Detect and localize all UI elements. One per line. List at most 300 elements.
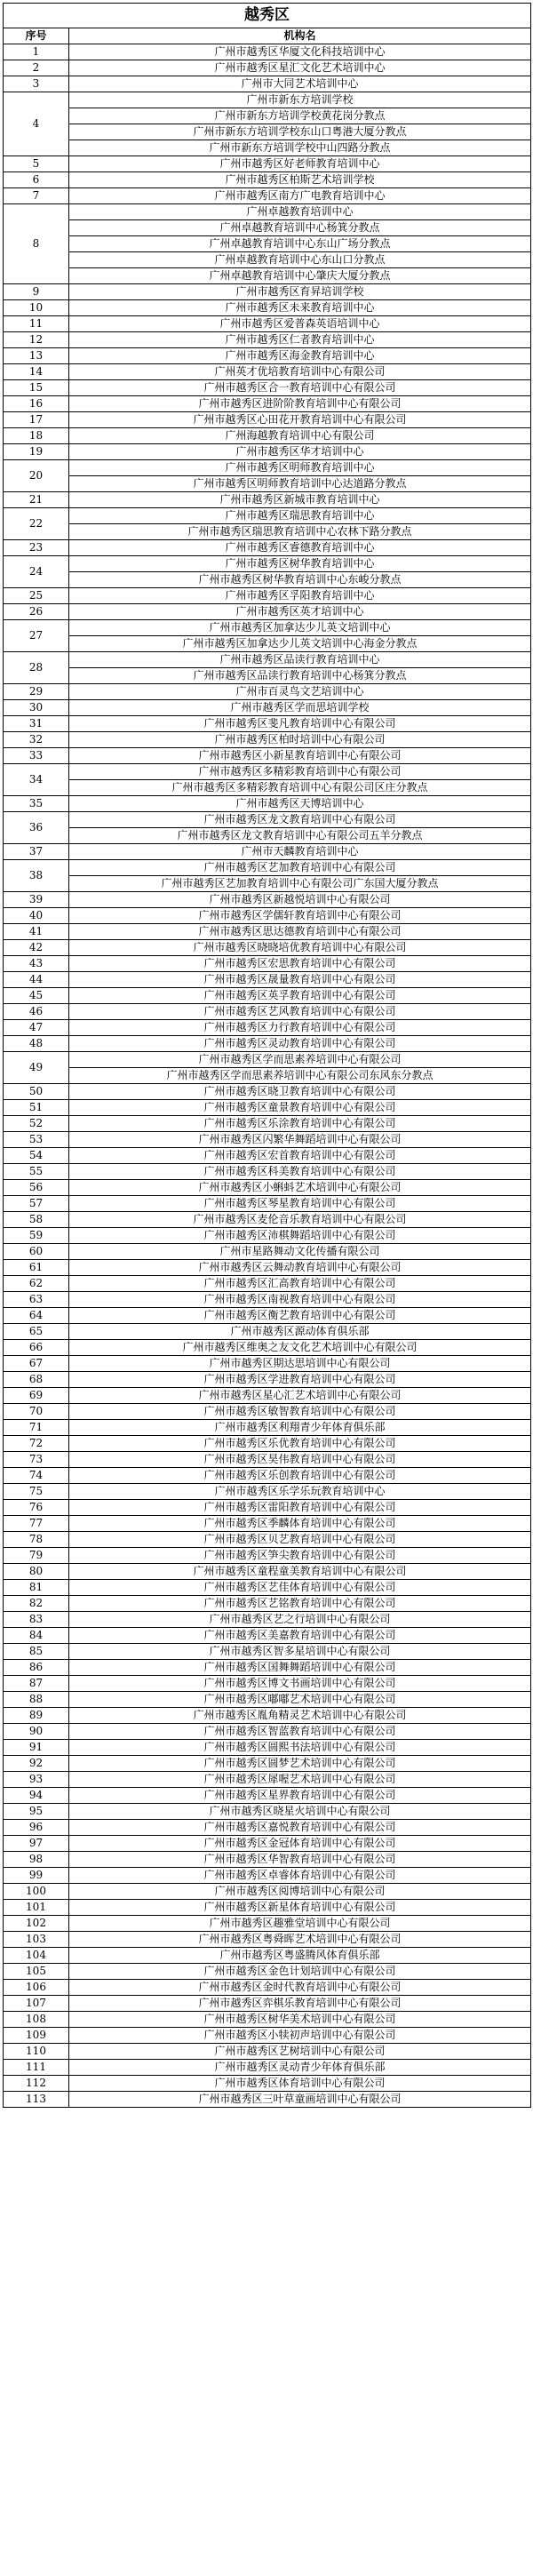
row-number: 9 [4, 284, 69, 300]
table-row [4, 1500, 531, 1516]
row-number: 44 [4, 972, 69, 988]
header-row [4, 28, 531, 44]
table-row [4, 1052, 531, 1068]
organization-name: 广州市越秀区艺铭教育培训中心有限公司 [69, 1596, 531, 1612]
organization-name: 广州市越秀区沛棋舞蹈培训中心有限公司 [69, 1228, 531, 1244]
row-number: 36 [4, 812, 69, 844]
row-number: 57 [4, 1196, 69, 1212]
row-number: 18 [4, 428, 69, 444]
organization-name: 广州市越秀区仁者教育培训中心 [69, 332, 531, 348]
table-row [4, 940, 531, 956]
table-row [4, 284, 531, 300]
table-row [4, 2092, 531, 2108]
organization-name: 广州市越秀区南方广电教育培训中心 [69, 188, 531, 204]
table-row [4, 1612, 531, 1628]
row-number: 73 [4, 1452, 69, 1468]
table-row [4, 476, 531, 492]
table-row [4, 1996, 531, 2012]
organization-name: 广州市越秀区艺树培训中心有限公司 [69, 2044, 531, 2060]
organization-name: 广州卓越教育培训中心 [69, 204, 531, 220]
table-row [4, 1484, 531, 1500]
organization-name: 广州市越秀区英才培训中心 [69, 604, 531, 620]
table-row [4, 92, 531, 108]
table-row [4, 988, 531, 1004]
organization-name: 广州市越秀区智蓝教育培训中心有限公司 [69, 1724, 531, 1740]
table-row [4, 892, 531, 908]
table-row [4, 1356, 531, 1372]
table-row [4, 1756, 531, 1772]
table-row [4, 668, 531, 684]
row-number: 40 [4, 908, 69, 924]
organization-name: 广州市越秀区智多星培训中心有限公司 [69, 1644, 531, 1660]
table-row [4, 1276, 531, 1292]
table-row [4, 1148, 531, 1164]
table-row [4, 956, 531, 972]
organization-name: 广州市越秀区华厦文化科技培训中心 [69, 44, 531, 60]
row-number: 93 [4, 1772, 69, 1788]
organization-name: 广州市越秀区博文书画培训中心有限公司 [69, 1676, 531, 1692]
row-number: 28 [4, 652, 69, 684]
organization-name: 广州市越秀区学而思素养培训中心有限公司 [69, 1052, 531, 1068]
organization-name: 广州市越秀区艺加教育培训中心有限公司广东国大厦分教点 [69, 876, 531, 892]
organization-name: 广州市新东方培训学校 [69, 92, 531, 108]
organization-name: 广州市越秀区龙文教育培训中心有限公司五羊分教点 [69, 828, 531, 844]
row-number: 34 [4, 764, 69, 796]
table-row [4, 60, 531, 76]
column-header-no: 序号 [4, 28, 69, 44]
table-row [4, 812, 531, 828]
table-row [4, 620, 531, 636]
table-row [4, 220, 531, 236]
organization-name: 广州市越秀区卓睿体育培训中心有限公司 [69, 1868, 531, 1884]
row-number: 74 [4, 1468, 69, 1484]
row-number: 54 [4, 1148, 69, 1164]
row-number: 31 [4, 716, 69, 732]
row-number: 22 [4, 508, 69, 540]
table-row [4, 1900, 531, 1916]
table-row [4, 924, 531, 940]
table-row [4, 492, 531, 508]
organization-name: 广州市越秀区粤舜晖艺术培训中心有限公司 [69, 1932, 531, 1948]
table-row [4, 1724, 531, 1740]
table-row [4, 1196, 531, 1212]
organization-name: 广州市越秀区睿德教育培训中心 [69, 540, 531, 556]
organization-name: 广州市越秀区思达德教育培训中心有限公司 [69, 924, 531, 940]
table-row [4, 2012, 531, 2028]
organization-name: 广州市越秀区学而思培训学校 [69, 700, 531, 716]
row-number: 3 [4, 76, 69, 92]
organization-name: 广州市越秀区多精彩教育培训中心有限公司区庄分教点 [69, 780, 531, 796]
organization-name: 广州市越秀区圆熙书法培训中心有限公司 [69, 1740, 531, 1756]
organization-name: 广州市越秀区国舞舞蹈培训中心有限公司 [69, 1660, 531, 1676]
table-row [4, 2060, 531, 2076]
organization-name: 广州市越秀区金色计划培训中心有限公司 [69, 1964, 531, 1980]
organization-name: 广州市越秀区小新星教育培训中心有限公司 [69, 748, 531, 764]
organization-name: 广州市越秀区进阶阶教育培训中心有限公司 [69, 396, 531, 412]
table-row [4, 460, 531, 476]
row-number: 51 [4, 1100, 69, 1116]
row-number: 17 [4, 412, 69, 428]
column-header-name: 机构名 [69, 28, 531, 44]
organization-name: 广州市越秀区学儒轩教育培训中心有限公司 [69, 908, 531, 924]
table-row [4, 1260, 531, 1276]
table-row [4, 380, 531, 396]
row-number: 14 [4, 364, 69, 380]
table-row [4, 1564, 531, 1580]
row-number: 26 [4, 604, 69, 620]
row-number: 104 [4, 1948, 69, 1964]
row-number: 70 [4, 1404, 69, 1420]
row-number: 84 [4, 1628, 69, 1644]
table-row [4, 1884, 531, 1900]
organization-name: 广州市越秀区昊伟教育培训中心有限公司 [69, 1452, 531, 1468]
row-number: 47 [4, 1020, 69, 1036]
table-row [4, 860, 531, 876]
table-row [4, 1772, 531, 1788]
table-row [4, 348, 531, 364]
organization-name: 广州市越秀区乐涂教育培训中心有限公司 [69, 1116, 531, 1132]
table-row [4, 1132, 531, 1148]
organization-name: 广州市越秀区星心汇艺术培训中心有限公司 [69, 1388, 531, 1404]
row-number: 94 [4, 1788, 69, 1804]
organization-name: 广州市越秀区敏智教育培训中心有限公司 [69, 1404, 531, 1420]
organization-name: 广州市越秀区南视教育培训中心有限公司 [69, 1292, 531, 1308]
row-number: 6 [4, 172, 69, 188]
organization-name: 广州市越秀区爱普森英语培训中心 [69, 316, 531, 332]
row-number: 56 [4, 1180, 69, 1196]
row-number: 71 [4, 1420, 69, 1436]
table-row [4, 172, 531, 188]
row-number: 81 [4, 1580, 69, 1596]
row-number: 107 [4, 1996, 69, 2012]
table-row [4, 652, 531, 668]
table-row [4, 412, 531, 428]
table-row [4, 1436, 531, 1452]
organization-name: 广州市越秀区加拿达少儿英文培训中心 [69, 620, 531, 636]
table-row [4, 1516, 531, 1532]
row-number: 110 [4, 2044, 69, 2060]
row-number: 58 [4, 1212, 69, 1228]
organization-name: 广州市越秀区琴星教育培训中心有限公司 [69, 1196, 531, 1212]
row-number: 62 [4, 1276, 69, 1292]
organization-name: 广州市大同艺术培训中心 [69, 76, 531, 92]
table-row [4, 684, 531, 700]
organization-name: 广州市越秀区柏斯艺术培训学校 [69, 172, 531, 188]
table-row [4, 1676, 531, 1692]
organization-name: 广州市越秀区多精彩教育培训中心有限公司 [69, 764, 531, 780]
organization-name: 广州市越秀区新星体育培训中心有限公司 [69, 1900, 531, 1916]
row-number: 27 [4, 620, 69, 652]
table-row [4, 1596, 531, 1612]
table-row [4, 1580, 531, 1596]
table-row [4, 1308, 531, 1324]
table-row [4, 2076, 531, 2092]
row-number: 76 [4, 1500, 69, 1516]
organization-name: 广州市越秀区加拿达少儿英文培训中心海金分教点 [69, 636, 531, 652]
table-row [4, 1452, 531, 1468]
organization-name: 广州市越秀区利翔青少年体育俱乐部 [69, 1420, 531, 1436]
table-row [4, 1660, 531, 1676]
row-number: 1 [4, 44, 69, 60]
organization-name: 广州市越秀区树华美术培训中心有限公司 [69, 2012, 531, 2028]
organization-name: 广州市越秀区艺风教育培训中心有限公司 [69, 1004, 531, 1020]
organization-name: 广州市越秀区闪繁华舞蹈培训中心有限公司 [69, 1132, 531, 1148]
organization-name: 广州市星路舞动文化传播有限公司 [69, 1244, 531, 1260]
table-row [4, 1212, 531, 1228]
table-row [4, 428, 531, 444]
organization-name: 广州市越秀区星界教育培训中心有限公司 [69, 1788, 531, 1804]
table-row [4, 1036, 531, 1052]
row-number: 4 [4, 92, 69, 156]
organization-name: 广州卓越教育培训中心杨箕分教点 [69, 220, 531, 236]
table-row [4, 508, 531, 524]
table-row [4, 156, 531, 172]
table-row [4, 124, 531, 140]
row-number: 23 [4, 540, 69, 556]
row-number: 43 [4, 956, 69, 972]
table-row [4, 828, 531, 844]
organization-name: 广州市越秀区金冠体育培训中心有限公司 [69, 1836, 531, 1852]
organization-name: 广州市越秀区宏首教育培训中心有限公司 [69, 1148, 531, 1164]
organization-name: 广州市越秀区灵动青少年体育俱乐部 [69, 2060, 531, 2076]
row-number: 65 [4, 1324, 69, 1340]
organization-name: 广州市天麟教育培训中心 [69, 844, 531, 860]
organization-name: 广州市越秀区嘉悦教育培训中心有限公司 [69, 1820, 531, 1836]
organization-name: 广州市越秀区晓星火培训中心有限公司 [69, 1804, 531, 1820]
table-row [4, 1180, 531, 1196]
table-row [4, 1292, 531, 1308]
table-row [4, 540, 531, 556]
organization-table [3, 3, 531, 2108]
row-number: 39 [4, 892, 69, 908]
row-number: 80 [4, 1564, 69, 1580]
table-row [4, 972, 531, 988]
organization-name: 广州市越秀区雷阳教育培训中心有限公司 [69, 1500, 531, 1516]
table-row [4, 332, 531, 348]
row-number: 66 [4, 1340, 69, 1356]
table-row [4, 1644, 531, 1660]
table-row [4, 1324, 531, 1340]
organization-name: 广州市越秀区云舞动教育培训中心有限公司 [69, 1260, 531, 1276]
row-number: 100 [4, 1884, 69, 1900]
organization-name: 广州市越秀区金时代教育培训中心有限公司 [69, 1980, 531, 1996]
table-row [4, 588, 531, 604]
row-number: 64 [4, 1308, 69, 1324]
row-number: 67 [4, 1356, 69, 1372]
table-row [4, 140, 531, 156]
table-body [4, 44, 531, 2108]
organization-name: 广州市越秀区乐创教育培训中心有限公司 [69, 1468, 531, 1484]
row-number: 63 [4, 1292, 69, 1308]
organization-name: 广州市越秀区龙文教育培训中心有限公司 [69, 812, 531, 828]
organization-name: 广州市越秀区英孚教育培训中心有限公司 [69, 988, 531, 1004]
table-row [4, 236, 531, 252]
organization-name: 广州市新东方培训学校东山口粤港大厦分教点 [69, 124, 531, 140]
organization-name: 广州市越秀区新越悦培训中心有限公司 [69, 892, 531, 908]
table-row [4, 604, 531, 620]
organization-name: 广州市越秀区新城市教育培训中心 [69, 492, 531, 508]
organization-name: 广州市越秀区育昇培训学校 [69, 284, 531, 300]
table-row [4, 700, 531, 716]
table-row [4, 1468, 531, 1484]
table-row [4, 1628, 531, 1644]
row-number: 45 [4, 988, 69, 1004]
table-row [4, 300, 531, 316]
table-row [4, 1532, 531, 1548]
row-number: 19 [4, 444, 69, 460]
row-number: 88 [4, 1692, 69, 1708]
table-row [4, 444, 531, 460]
organization-name: 广州市越秀区孚阳教育培训中心 [69, 588, 531, 604]
table-row [4, 732, 531, 748]
row-number: 8 [4, 204, 69, 284]
row-number: 7 [4, 188, 69, 204]
organization-name: 广州市越秀区艺之行培训中心有限公司 [69, 1612, 531, 1628]
row-number: 79 [4, 1548, 69, 1564]
row-number: 49 [4, 1052, 69, 1084]
table-row [4, 844, 531, 860]
table-row [4, 1116, 531, 1132]
row-number: 105 [4, 1964, 69, 1980]
table-row [4, 1404, 531, 1420]
table-row [4, 1068, 531, 1084]
row-number: 61 [4, 1260, 69, 1276]
organization-name: 广州市越秀区海金教育培训中心 [69, 348, 531, 364]
row-number: 69 [4, 1388, 69, 1404]
organization-name: 广州市越秀区好老师教育培训中心 [69, 156, 531, 172]
row-number: 102 [4, 1916, 69, 1932]
table-row [4, 1708, 531, 1724]
table-row [4, 268, 531, 284]
row-number: 75 [4, 1484, 69, 1500]
organization-name: 广州市越秀区艺佳体育培训中心有限公司 [69, 1580, 531, 1596]
row-number: 55 [4, 1164, 69, 1180]
table-row [4, 1852, 531, 1868]
organization-name: 广州市越秀区三叶草童画培训中心有限公司 [69, 2092, 531, 2108]
organization-name: 广州市越秀区乐优教育培训中心有限公司 [69, 1436, 531, 1452]
organization-name: 广州市越秀区晓卫教育培训中心有限公司 [69, 1084, 531, 1100]
row-number: 98 [4, 1852, 69, 1868]
organization-name: 广州卓越教育培训中心肇庆大厦分教点 [69, 268, 531, 284]
table-row [4, 1964, 531, 1980]
organization-name: 广州市越秀区维奥之友文化艺术培训中心有限公司 [69, 1340, 531, 1356]
organization-name: 广州市越秀区嘟嘟艺术培训中心有限公司 [69, 1692, 531, 1708]
row-number: 85 [4, 1644, 69, 1660]
table-row [4, 1420, 531, 1436]
organization-name: 广州市越秀区明师教育培训中心达道路分教点 [69, 476, 531, 492]
row-number: 37 [4, 844, 69, 860]
row-number: 101 [4, 1900, 69, 1916]
row-number: 30 [4, 700, 69, 716]
organization-name: 广州市越秀区胤角精灵艺术培训中心有限公司 [69, 1708, 531, 1724]
organization-name: 广州市越秀区晟量教育培训中心有限公司 [69, 972, 531, 988]
organization-name: 广州海越教育培训中心有限公司 [69, 428, 531, 444]
organization-name: 广州市越秀区斐凡教育培训中心有限公司 [69, 716, 531, 732]
organization-name: 广州市越秀区小蝌蚪艺术培训中心有限公司 [69, 1180, 531, 1196]
row-number: 112 [4, 2076, 69, 2092]
row-number: 16 [4, 396, 69, 412]
organization-name: 广州市越秀区艺加教育培训中心有限公司 [69, 860, 531, 876]
row-number: 59 [4, 1228, 69, 1244]
table-row [4, 1740, 531, 1756]
row-number: 20 [4, 460, 69, 492]
row-number: 82 [4, 1596, 69, 1612]
row-number: 42 [4, 940, 69, 956]
organization-name: 广州市越秀区童景教育培训中心有限公司 [69, 1100, 531, 1116]
organization-name: 广州市百灵鸟文艺培训中心 [69, 684, 531, 700]
organization-name: 广州市越秀区星汇文化艺术培训中心 [69, 60, 531, 76]
organization-name: 广州英才优培教育培训中心有限公司 [69, 364, 531, 380]
table-row [4, 204, 531, 220]
row-number: 99 [4, 1868, 69, 1884]
row-number: 32 [4, 732, 69, 748]
table-row [4, 748, 531, 764]
row-number: 95 [4, 1804, 69, 1820]
row-number: 113 [4, 2092, 69, 2108]
organization-name: 广州市新东方培训学校中山四路分教点 [69, 140, 531, 156]
row-number: 35 [4, 796, 69, 812]
row-number: 2 [4, 60, 69, 76]
table-row [4, 524, 531, 540]
row-number: 21 [4, 492, 69, 508]
table-row [4, 1932, 531, 1948]
row-number: 78 [4, 1532, 69, 1548]
row-number: 24 [4, 556, 69, 588]
organization-name: 广州市越秀区树华教育培训中心东峻分教点 [69, 572, 531, 588]
organization-name: 广州市越秀区宏思教育培训中心有限公司 [69, 956, 531, 972]
organization-name: 广州市越秀区瑞思教育培训中心农林下路分教点 [69, 524, 531, 540]
organization-name: 广州市越秀区源动体育俱乐部 [69, 1324, 531, 1340]
row-number: 92 [4, 1756, 69, 1772]
table-row [4, 76, 531, 92]
table-row [4, 1244, 531, 1260]
table-row [4, 364, 531, 380]
organization-name: 广州市越秀区柏时培训中心有限公司 [69, 732, 531, 748]
organization-name: 广州市越秀区学而思素养培训中心有限公司东风东分教点 [69, 1068, 531, 1084]
organization-name: 广州市越秀区天博培训中心 [69, 796, 531, 812]
row-number: 90 [4, 1724, 69, 1740]
row-number: 41 [4, 924, 69, 940]
row-number: 53 [4, 1132, 69, 1148]
row-number: 60 [4, 1244, 69, 1260]
table-row [4, 1372, 531, 1388]
organization-name: 广州市越秀区季麟体育培训中心有限公司 [69, 1516, 531, 1532]
organization-name: 广州市越秀区力行教育培训中心有限公司 [69, 1020, 531, 1036]
row-number: 33 [4, 748, 69, 764]
table-row [4, 636, 531, 652]
table-row [4, 1020, 531, 1036]
table-row [4, 1916, 531, 1932]
organization-name: 广州市越秀区品读行教育培训中心 [69, 652, 531, 668]
table-row [4, 1948, 531, 1964]
row-number: 86 [4, 1660, 69, 1676]
table-row [4, 108, 531, 124]
organization-name: 广州市越秀区明师教育培训中心 [69, 460, 531, 476]
table-row [4, 764, 531, 780]
table-row [4, 1164, 531, 1180]
table-row [4, 1836, 531, 1852]
row-number: 15 [4, 380, 69, 396]
table-row [4, 1804, 531, 1820]
organization-name: 广州市越秀区衡艺教育培训中心有限公司 [69, 1308, 531, 1324]
table-row [4, 1820, 531, 1836]
organization-name: 广州市越秀区犀喔艺术培训中心有限公司 [69, 1772, 531, 1788]
table-row [4, 316, 531, 332]
row-number: 38 [4, 860, 69, 892]
table-row [4, 44, 531, 60]
organization-name: 广州市越秀区体育培训中心有限公司 [69, 2076, 531, 2092]
organization-name: 广州市越秀区汇高教育培训中心有限公司 [69, 1276, 531, 1292]
